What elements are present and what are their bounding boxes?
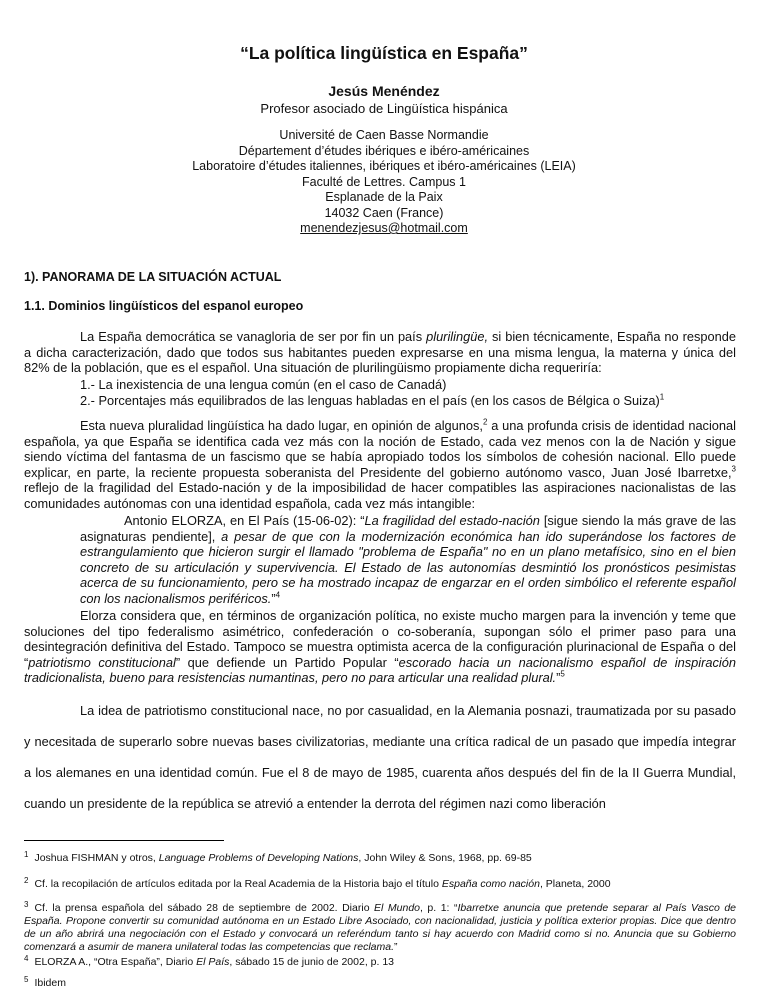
affiliation-line: Esplanade de la Paix: [325, 190, 443, 204]
author-name: Jesús Menéndez: [328, 83, 440, 99]
footnote-divider: [24, 840, 224, 841]
section-heading: 1). PANORAMA DE LA SITUACIÓN ACTUAL: [24, 270, 282, 284]
affiliation-line: Faculté de Lettres. Campus 1: [302, 174, 466, 189]
affiliation-line: 14032 Caen (France): [324, 205, 444, 220]
paragraph-3: Elorza considera que, en términos de organización política, no existe mucho margen para la invención y teme que soluciones del tipo federalismo asimétrico, confederación o co-soberanía, supongan sólo el primer paso para una desintegración definitiva del Estado. Tampoco se muestra optimista acerca de la configuración plurinacional de España o del “patriotismo constitucional” que defiende un Partido Popular “escorado hacia un nacionalismo español de inspiración tradicionalista, bueno para resistencias numantinas, pero no para articular una realidad plural.”$^5$: [24, 608, 736, 685]
requirements-list: [80, 377, 740, 408]
author-email-link[interactable]: menendezjesus@hotmail.com: [300, 221, 468, 235]
footnote-ref[interactable]: 3: [731, 464, 736, 474]
footnote-ref[interactable]: 2: [482, 417, 488, 427]
paragraph-2: Esta nueva pluralidad lingüística ha dado lugar, en opinión de algunos,$^2$ a una profunda crisis de identidad nacional española, ya que España se identifica cada vez más con la noción de Estado, cada vez menos con la de Nación y sigue siendo víctima del fantasma de un fascismo que se había apropiado todos los símbolos de cohesión nacional. Ello puede explicar, en parte, la reciente propuesta soberanista del Presidente del gobierno autónomo vasco, Juan José Ibarretxe,$^3$ reflejo de la fragilidad del Estado-nación y de la imposibilidad de hacer compatibles las aspiraciones nacionalistas de las comunidades autónomas con una identidad española, cada vez más intangible:: [24, 417, 736, 511]
affiliation-line: Laboratoire d’études italiennes, ibériques et ibéro-américaines (LEIA): [192, 159, 576, 173]
list-item: 1.- La inexistencia de una lengua común (en el caso de Canadá): [80, 377, 447, 392]
footnote-5: $^5$ Ibidem: [24, 974, 66, 989]
subsection-heading: 1.1. Dominios lingüísticos del espanol europeo: [24, 299, 304, 313]
footnote-ref[interactable]: 4: [275, 590, 281, 600]
affiliation-line: Département d’études ibériques e ibéro-américaines: [238, 143, 530, 158]
paragraph-1: La España democrática se vanagloria de ser por fin un país plurilingüe, si bien técnicamente, España no responde a dicha caracterización, dado que todos sus habitantes pueden expresarse en una misma lengua, la materna y única del 82% de la población, que es el español. Una situación de plurilingüismo propiamente dicha requeriría:: [24, 329, 736, 375]
paragraph-4: La idea de patriotismo constitucional nace, no por casualidad, en la Alemania posnazi, traumatizada por su pasado y necesitada de superarlo sobre nuevas bases civilizatorias, mediante una crítica radical de un pasado que impedía integrar a los alemanes en una identidad común. Fue el 8 de mayo de 1985, cuarenta años después del fin de la II Guerra Mundial, cuando un presidente de la república se atrevió a entender la derrota del régimen nazi como liberación: [24, 703, 736, 811]
footnote-3: $^3$ Cf. la prensa española del sábado 28 de septiembre de 2002. Diario El Mundo, p. 1: “Ibarretxe anuncia que pretende separar al País Vasco de España. Propone convertir su comunidad autónoma en un Estado Libre Asociado, con nacionalidad, justicia y política exterior propias. Dice que dentro de un año abrirá una negociación con el Estado y convocará un referéndum tanto si hay acuerdo con Madrid como si no. Anuncia que su Gobierno comenzará a asumir de manera unilateral todas las competencias que reclama.”: [24, 899, 736, 953]
footnote-2: $^2$ Cf. la recopilación de artículos editada por la Real Academia de la Historia bajo el título España como nación, Planeta, 2000: [24, 875, 611, 890]
footnote-ref[interactable]: 5: [560, 669, 565, 679]
footnote-1: $^1$ Joshua FISHMAN y otros, Language Problems of Developing Nations, John Wiley & Sons, 1968, pp. 69-85: [24, 849, 532, 864]
affiliation-line: Université de Caen Basse Normandie: [279, 128, 489, 142]
paper-title: “La política lingüística en España”: [240, 43, 528, 63]
footnote-ref[interactable]: 1: [659, 392, 665, 402]
list-item: 2.- Porcentajes más equilibrados de las lenguas habladas en el país (en los casos de Bélgica o Suiza)$^1$: [80, 392, 665, 408]
affiliation-block: [0, 128, 768, 237]
block-quote: Antonio ELORZA, en El País (15-06-02): “La fragilidad del estado-nación [sigue siendo la más grave de las asignaturas pendiente], a pesar de que con la modernización económica han ido superándose los factores de estrangulamiento que hicieron surgir el llamado "problema de España" no en un plano metafísico, sino en el bien concreto de su articulación y supervivencia. El Estado de las autonomías desmintió los pronósticos pesimistas acerca de su funcionamiento, pero se ha mostrado incapaz de engarzar en el orden simbólico el referente español con los nacionalismos periféricos.”$^4$: [80, 513, 736, 606]
footnote-4: $^4$ ELORZA A., “Otra España”, Diario El País, sábado 15 de junio de 2002, p. 13: [24, 953, 395, 968]
author-position: Profesor asociado de Lingüística hispánica: [260, 101, 508, 116]
